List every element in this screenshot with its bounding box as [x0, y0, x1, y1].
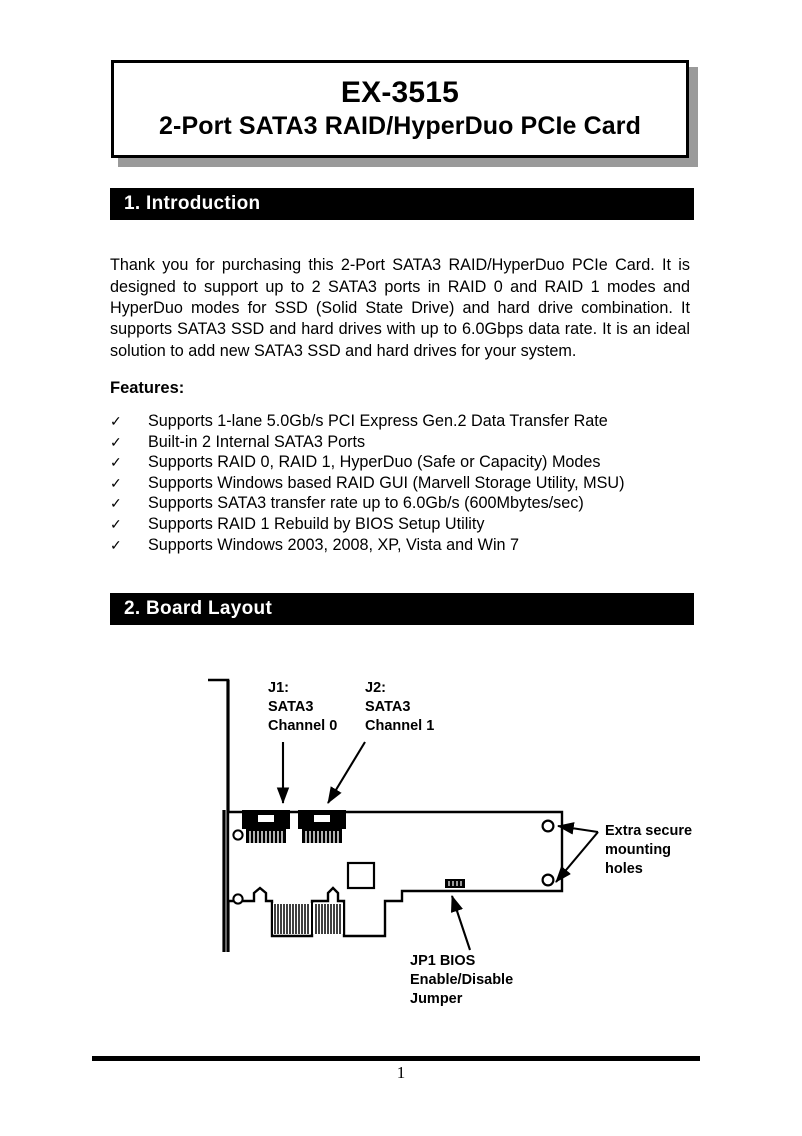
list-item: [110, 493, 695, 514]
label-j1-line1: J1:: [268, 680, 289, 696]
feature-label: Supports Windows based RAID GUI (Marvell Storage Utility, MSU): [148, 473, 625, 492]
bracket-mounting-hole-top: [233, 830, 242, 839]
section-header-introduction: [110, 188, 694, 220]
feature-label: Supports 1-lane 5.0Gb/s PCI Express Gen.2 Data Transfer Rate: [148, 412, 608, 430]
checkmark-icon: ✓: [110, 433, 122, 450]
checkmark-icon: ✓: [110, 495, 122, 512]
features-heading: Features:: [110, 379, 185, 397]
label-jumper-line1: JP1 BIOS: [410, 953, 476, 969]
checkmark-icon: ✓: [110, 474, 122, 491]
label-j2-line1: J2:: [365, 680, 386, 696]
feature-label: Supports Windows 2003, 2008, XP, Vista and Win 7: [148, 535, 520, 554]
label-jumper-line3: Jumper: [410, 991, 463, 1007]
label-mounting-line2: mounting: [605, 842, 672, 858]
label-jp1-jumper: [410, 953, 513, 1007]
feature-label: Built-in 2 Internal SATA3 Ports: [148, 432, 366, 451]
bracket-mounting-hole-bottom: [233, 894, 242, 903]
sata-connector-j1: [242, 810, 290, 843]
product-model-title: EX-3515: [340, 76, 460, 110]
document-title-box: [111, 60, 689, 158]
list-item: [110, 535, 695, 556]
extra-mounting-hole-bottom: [543, 875, 554, 886]
section-header-board-layout-label: 2. Board Layout: [124, 598, 273, 619]
list-item: [110, 452, 695, 473]
extra-mounting-hole-top: [543, 821, 554, 832]
list-item: [110, 432, 695, 453]
feature-label: Supports RAID 0, RAID 1, HyperDuo (Safe or Capacity) Modes: [148, 453, 601, 472]
sata-connector-j2: [298, 810, 346, 843]
label-j2-line3: Channel 1: [365, 718, 435, 734]
list-item: [110, 473, 695, 494]
page-number: 1: [396, 1063, 406, 1082]
pcie-edge-connector: [273, 903, 343, 934]
label-mounting-holes: [605, 823, 692, 877]
pci-bracket: [208, 680, 228, 952]
board-layout-diagram: [180, 660, 740, 1010]
feature-label: Supports SATA3 transfer rate up to 6.0Gb/s (600Mbytes/sec): [148, 494, 584, 513]
product-subtitle: 2-Port SATA3 RAID/HyperDuo PCIe Card: [159, 112, 641, 141]
introduction-paragraph: Thank you for purchasing this 2-Port SATA3 RAID/HyperDuo PCIe Card. It is designed to support up to 2 SATA3 ports in RAID 0 and RAID 1 modes and HyperDuo modes for SSD (Solid State Drive) and hard drive combination. It supports SATA3 SSD and hard drives with up to 6.0Gbps data rate. It is an ideal solution to add new SATA3 SSD and hard drives for your system.: [110, 256, 690, 360]
label-mounting-line3: holes: [605, 861, 643, 877]
label-j1-line2: SATA3: [268, 699, 314, 715]
jp1-jumper-block: [445, 879, 465, 888]
checkmark-icon: ✓: [110, 515, 122, 532]
leader-arrow-j2: [328, 742, 365, 803]
leader-arrow-jumper: [452, 896, 470, 950]
label-mounting-line1: Extra secure: [605, 823, 693, 839]
label-jumper-line2: Enable/Disable: [410, 972, 514, 988]
label-j2-line2: SATA3: [365, 699, 411, 715]
feature-label: Supports RAID 1 Rebuild by BIOS Setup Utility: [148, 514, 485, 533]
controller-chip: [348, 863, 374, 888]
checkmark-icon: ✓: [110, 454, 122, 471]
features-list: [110, 411, 695, 555]
label-j2: [365, 680, 434, 734]
checkmark-icon: ✓: [110, 413, 122, 429]
section-header-introduction-label: 1. Introduction: [124, 193, 261, 214]
checkmark-icon: ✓: [110, 536, 122, 553]
footer-divider: [92, 1056, 700, 1061]
section-header-board-layout: [110, 593, 694, 625]
label-j1: [268, 680, 337, 734]
list-item: [110, 514, 695, 535]
label-j1-line3: Channel 0: [268, 718, 338, 734]
list-item: [110, 411, 695, 432]
